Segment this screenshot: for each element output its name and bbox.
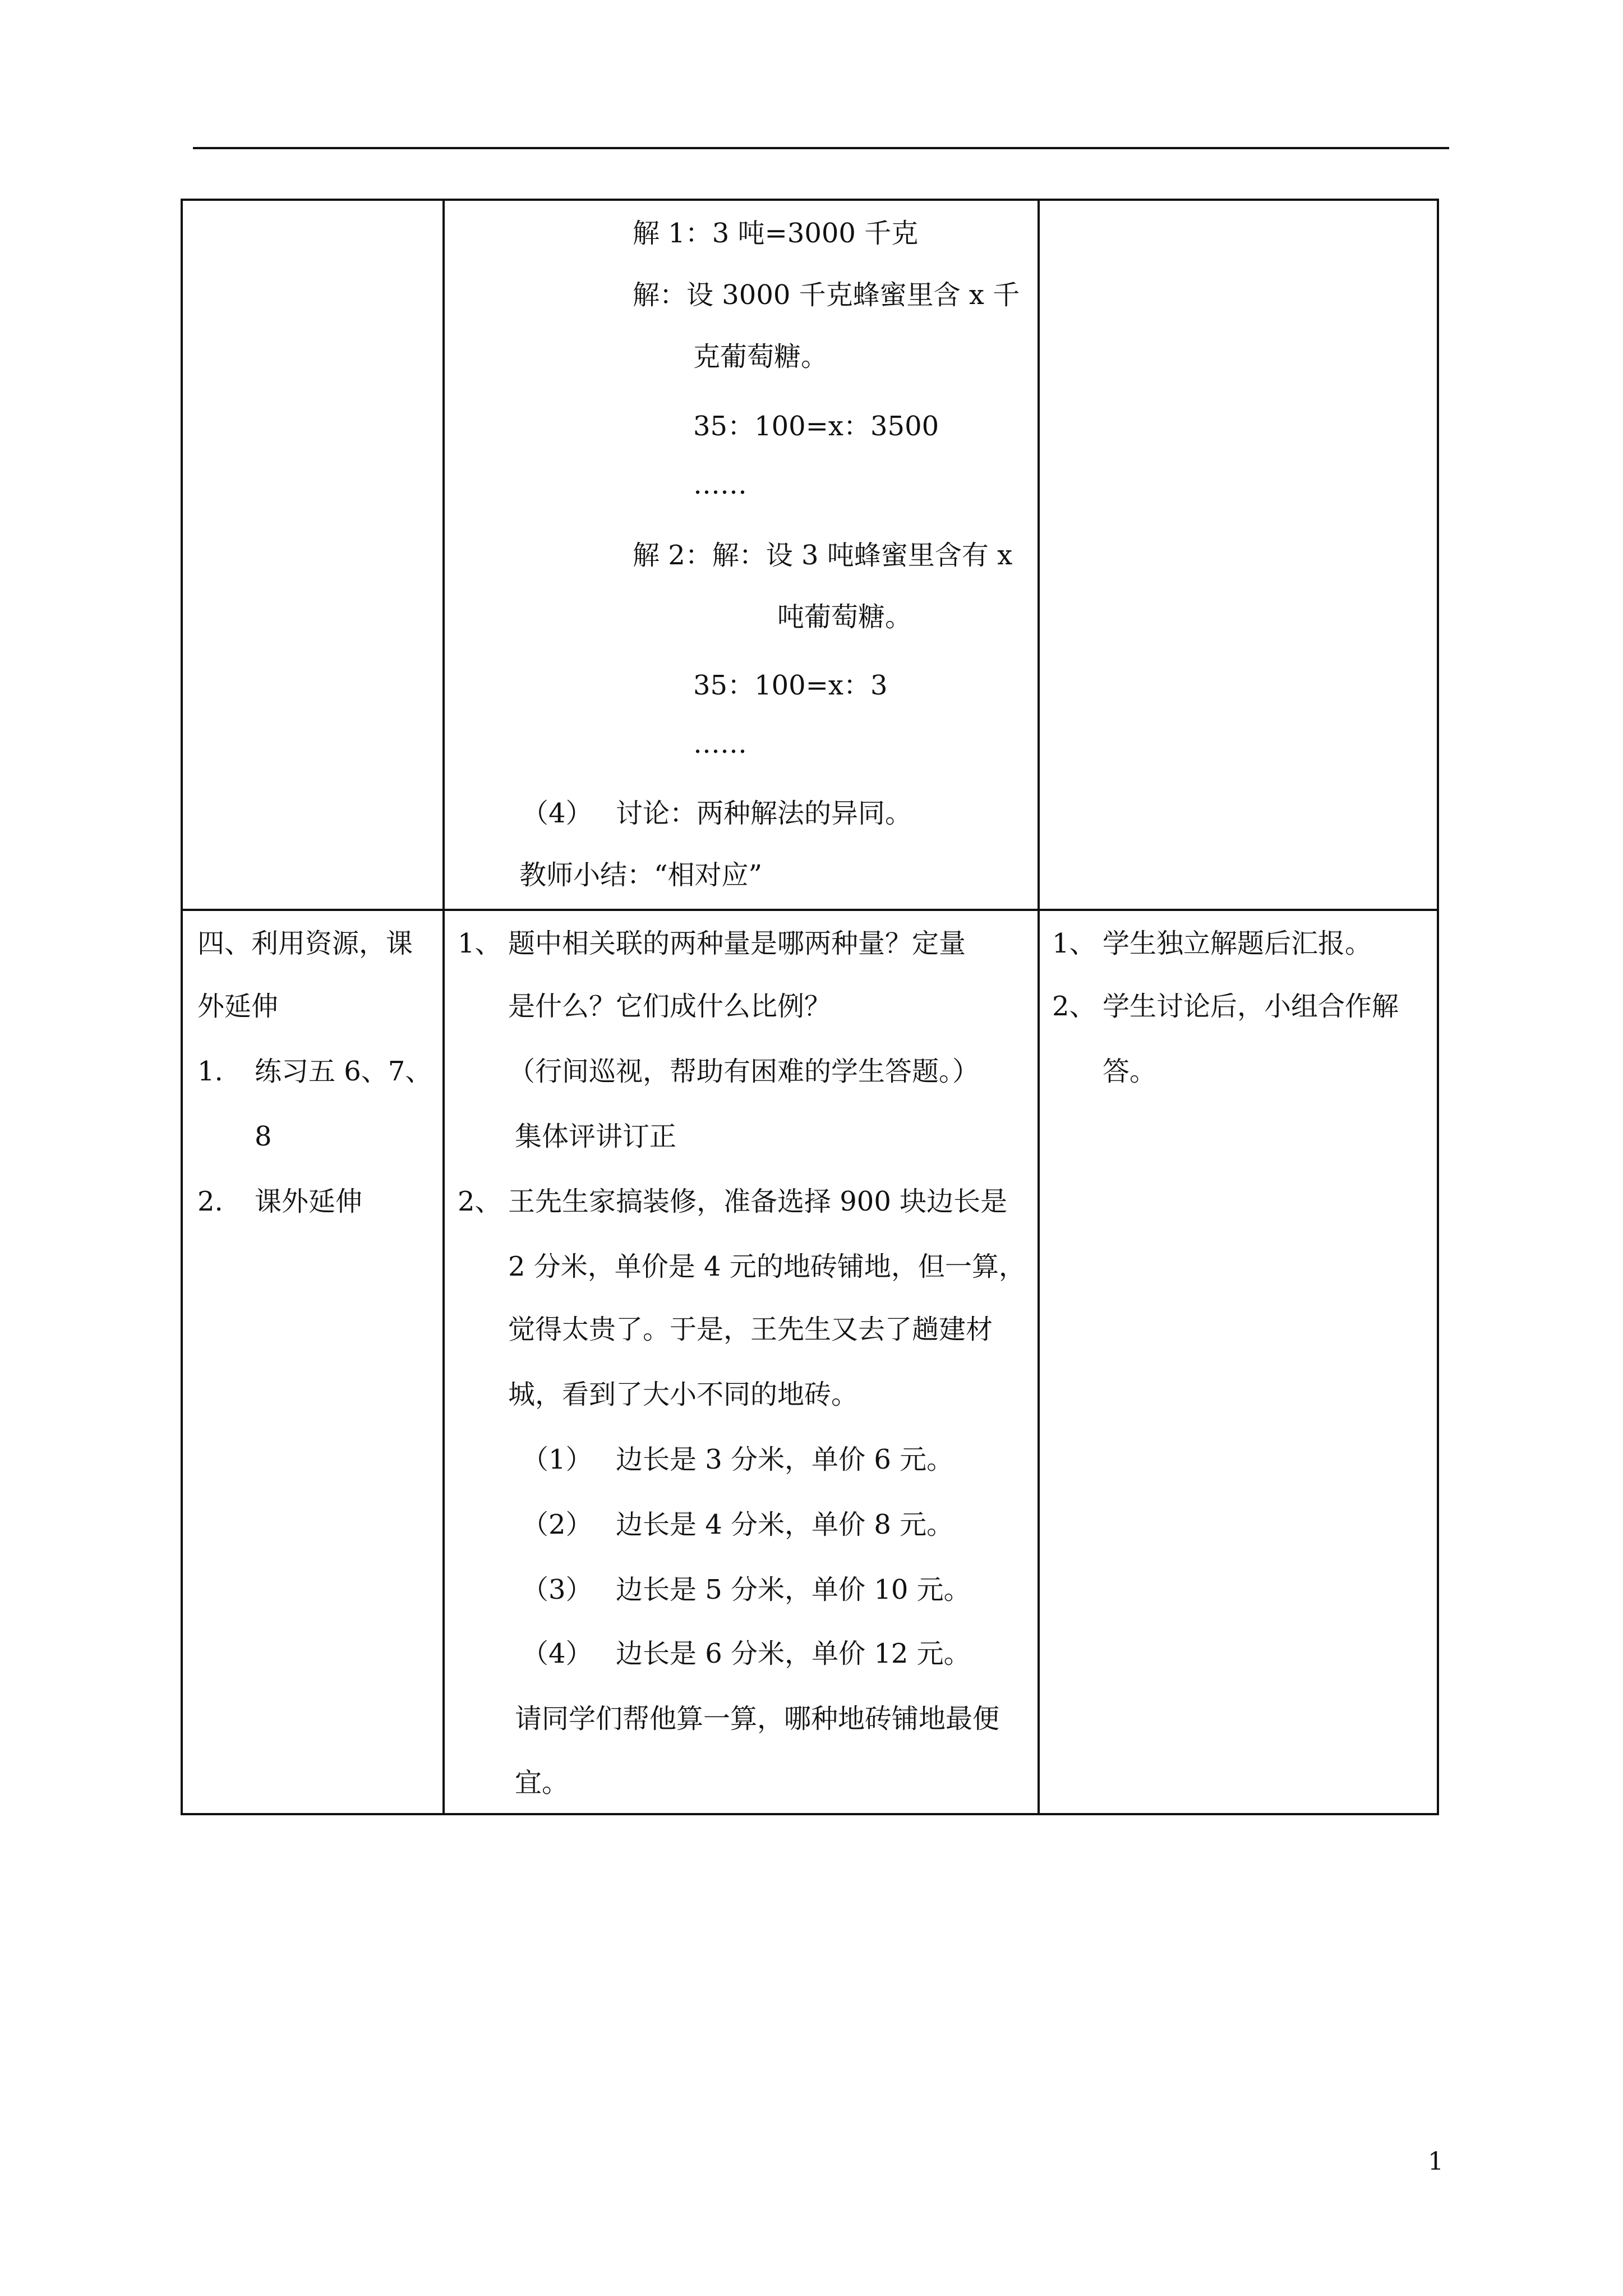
option-4-text: 边长是 6 分米，单价 12 元。	[616, 1638, 971, 1669]
option-3-number: （3）	[522, 1574, 593, 1605]
stage-item1-line1: 练习五 6、7、	[255, 1056, 432, 1087]
question2-line4: 城，看到了大小不同的地砖。	[508, 1379, 859, 1410]
question2-line2: 2 分米，单价是 4 元的地砖铺地，但一算，	[508, 1251, 1026, 1282]
solution1-line3: 克葡萄糖。	[693, 341, 828, 372]
table-divider-2	[1038, 199, 1040, 1815]
question2-line1: 王先生家搞装修，准备选择 900 块边长是	[508, 1186, 1008, 1217]
question2-number: 2、	[458, 1186, 502, 1217]
student-activity-2-number: 2、	[1052, 991, 1096, 1022]
question1-number: 1、	[458, 928, 502, 959]
page-number: 1	[1428, 2147, 1444, 2176]
question2-ask-line2: 宜。	[515, 1767, 569, 1798]
discussion-number: （4）	[522, 798, 593, 829]
student-activity-2-line1: 学生讨论后，小组合作解	[1103, 991, 1399, 1022]
stage-title-line1: 四、利用资源，课	[197, 928, 413, 959]
header-rule	[193, 147, 1449, 149]
discussion-text: 讨论：两种解法的异同。	[616, 798, 912, 829]
solution1-line1: 解 1：3 吨=3000 千克	[633, 218, 919, 249]
option-2-text: 边长是 4 分米，单价 8 元。	[616, 1509, 954, 1540]
table-border-middle	[181, 909, 1439, 911]
solution2-ellipsis: ……	[693, 728, 747, 760]
question1-line1: 题中相关联的两种量是哪两种量？定量	[508, 928, 966, 959]
table-border-top	[181, 199, 1439, 201]
question1-note: （行间巡视，帮助有困难的学生答题。）	[508, 1056, 980, 1087]
question1-line2: 是什么？它们成什么比例？	[508, 991, 832, 1022]
question2-ask-line1: 请同学们帮他算一算，哪种地砖铺地最便	[515, 1703, 1000, 1734]
option-2-number: （2）	[522, 1509, 593, 1540]
solution1-equation: 35：100=x：3500	[693, 411, 939, 442]
option-1-text: 边长是 3 分米，单价 6 元。	[616, 1444, 954, 1475]
solution2-equation: 35：100=x：3	[693, 670, 888, 701]
stage-item1-line2: 8	[255, 1121, 272, 1152]
option-1-number: （1）	[522, 1444, 593, 1475]
stage-item1-number: 1.	[197, 1056, 223, 1087]
stage-title-line2: 外延伸	[197, 991, 279, 1022]
table-border-left	[181, 199, 183, 1815]
table-divider-1	[442, 199, 445, 1815]
solution1-line2: 解：设 3000 千克蜂蜜里含 x 千	[633, 279, 1020, 311]
table-border-right	[1437, 199, 1439, 1815]
question1-correction: 集体评讲订正	[515, 1121, 677, 1152]
table-border-bottom	[181, 1813, 1439, 1815]
solution2-line1: 解 2：解：设 3 吨蜂蜜里含有 x	[633, 540, 1013, 571]
teacher-summary: 教师小结：“相对应”	[519, 859, 763, 891]
stage-item2-number: 2.	[197, 1186, 223, 1217]
student-activity-1-text: 学生独立解题后汇报。	[1103, 928, 1372, 959]
stage-item2-text: 课外延伸	[255, 1186, 363, 1217]
student-activity-2-line2: 答。	[1103, 1056, 1157, 1087]
student-activity-1-number: 1、	[1052, 928, 1096, 959]
solution1-ellipsis: ……	[693, 469, 747, 500]
option-3-text: 边长是 5 分米，单价 10 元。	[616, 1574, 971, 1605]
question2-line3: 觉得太贵了。于是，王先生又去了趟建材	[508, 1314, 993, 1345]
option-4-number: （4）	[522, 1638, 593, 1669]
solution2-line2: 吨葡萄糖。	[777, 601, 912, 633]
